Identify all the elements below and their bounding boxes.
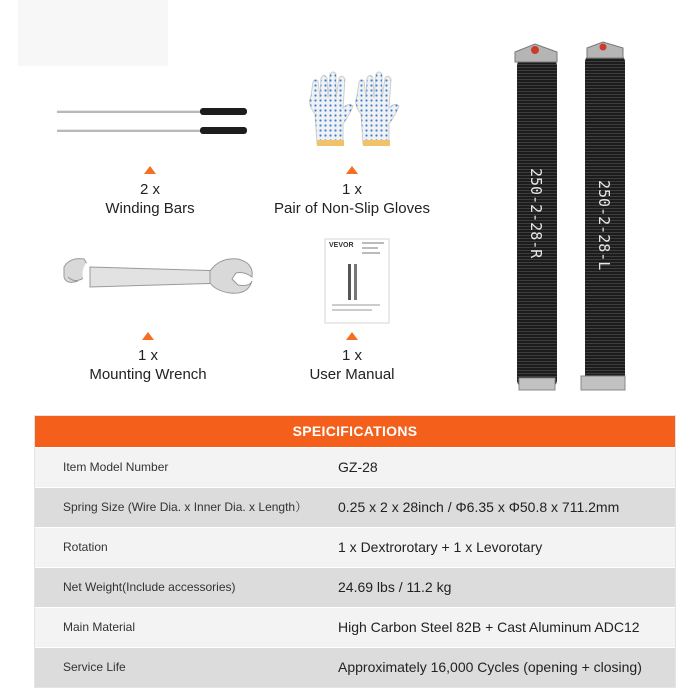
spec-row-weight bbox=[35, 567, 675, 607]
manual-brand: VEVOR bbox=[329, 242, 354, 249]
spring-left-icon bbox=[581, 42, 625, 390]
spec-row-model bbox=[35, 447, 675, 487]
top-left-panel bbox=[18, 0, 168, 66]
spring-right-icon bbox=[515, 44, 557, 390]
item-qty: 1 x bbox=[341, 347, 362, 364]
manual-icon bbox=[324, 238, 390, 324]
spec-value: 1 x Dextrorotary + 1 x Levorotary bbox=[338, 539, 543, 555]
item-wrench bbox=[48, 332, 248, 384]
item-manual bbox=[252, 332, 452, 384]
spec-value: High Carbon Steel 82B + Cast Aluminum ADC12 bbox=[338, 619, 640, 635]
spec-key: Service Life bbox=[63, 660, 126, 674]
spec-key: Spring Size (Wire Dia. x Inner Dia. x Length） bbox=[63, 500, 308, 514]
spec-value: Approximately 16,000 Cycles (opening + closing) bbox=[338, 659, 642, 675]
spec-value: GZ-28 bbox=[338, 459, 378, 475]
spec-row-size bbox=[35, 487, 675, 527]
item-gloves bbox=[252, 166, 452, 218]
spec-key: Main Material bbox=[63, 620, 136, 634]
item-qty: 2 x bbox=[139, 181, 160, 198]
item-qty: 1 x bbox=[137, 347, 158, 364]
item-name: User Manual bbox=[309, 366, 395, 383]
item-winding-bars bbox=[50, 166, 250, 218]
caret-up-icon bbox=[346, 166, 358, 174]
spec-key: Rotation bbox=[63, 540, 108, 554]
spec-row-service-life bbox=[35, 647, 675, 687]
specifications-table bbox=[34, 415, 676, 688]
item-qty: 1 x bbox=[341, 181, 362, 198]
spring-left-label: 250-2-28-L bbox=[595, 180, 613, 271]
winding-bars-icon bbox=[55, 104, 255, 138]
torsion-springs bbox=[505, 40, 635, 400]
wrench-icon bbox=[60, 255, 256, 297]
spring-right-label: 250-2-28-R bbox=[527, 168, 545, 259]
spec-key: Net Weight(Include accessories) bbox=[63, 580, 236, 594]
caret-up-icon bbox=[144, 166, 156, 174]
caret-up-icon bbox=[142, 332, 154, 340]
gloves-icon bbox=[303, 68, 401, 152]
spec-row-material bbox=[35, 607, 675, 647]
spec-value: 0.25 x 2 x 28inch / Φ6.35 x Φ50.8 x 711.2mm bbox=[338, 499, 620, 515]
spec-row-rotation bbox=[35, 527, 675, 567]
spec-key: Item Model Number bbox=[63, 460, 169, 474]
item-name: Mounting Wrench bbox=[89, 366, 207, 383]
item-name: Pair of Non-Slip Gloves bbox=[274, 200, 430, 217]
spec-value: 24.69 lbs / 11.2 kg bbox=[338, 579, 452, 595]
item-name: Winding Bars bbox=[105, 200, 195, 217]
specifications-title: SPEICIFICATIONS bbox=[35, 416, 675, 447]
caret-up-icon bbox=[346, 332, 358, 340]
